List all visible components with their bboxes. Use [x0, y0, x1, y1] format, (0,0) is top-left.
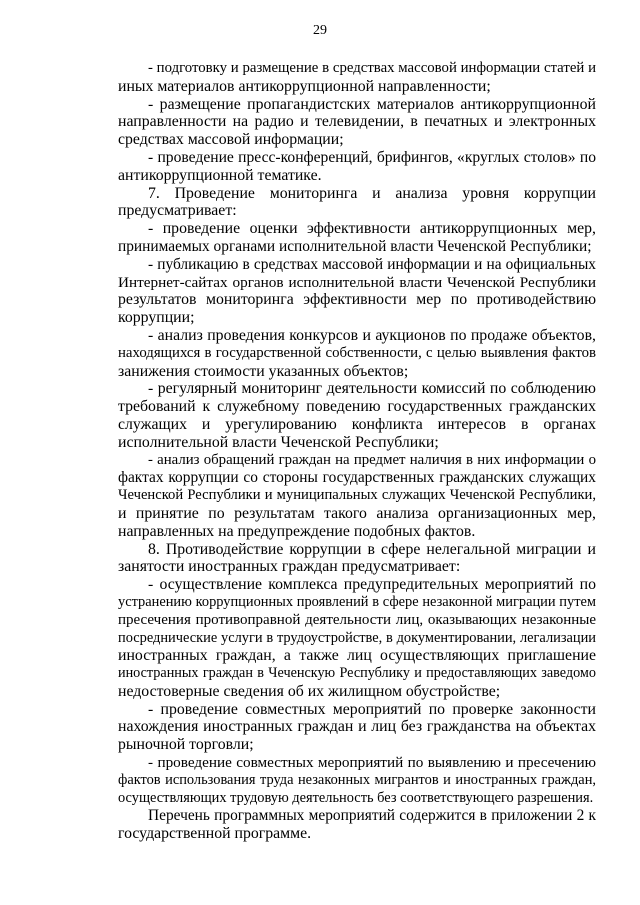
text-line: рыночной торговли; — [118, 736, 254, 754]
text-line: средствах массовой информации; — [118, 131, 344, 149]
text-line: - размещение пропагандистских материалов антикоррупционной — [148, 95, 596, 113]
text-line: исполнительной власти Чеченской Республики; — [118, 433, 439, 451]
text-line: антикоррупционной тематике. — [118, 166, 322, 184]
text-line: Перечень программных мероприятий содержится в приложении 2 к — [148, 807, 596, 825]
text-line: - регулярный мониторинг деятельности комиссий по соблюдению — [148, 380, 596, 398]
text-line: 7. Проведение мониторинга и анализа уровня коррупции — [148, 184, 596, 202]
text-line: государственной программе. — [118, 825, 312, 843]
text-line: занижения стоимости указанных объектов; — [118, 362, 409, 380]
text-line: - осуществление комплекса предупредительных мероприятий по — [148, 576, 596, 594]
text-line: фактов использования труда незаконных мигрантов и иностранных граждан, — [118, 771, 596, 788]
text-line: Чеченской Республики и муниципальных служащих Чеченской Республики, — [118, 487, 596, 504]
text-line: устранению коррупционных проявлений в сфере незаконной миграции путем — [118, 593, 596, 610]
document-body — [118, 60, 596, 843]
text-line: - проведение пресс-конференций, брифингов, «круглых столов» по — [148, 148, 596, 166]
text-line: находящихся в государственной собственности, с целью выявления фактов — [118, 344, 596, 361]
text-line: - проведение совместных мероприятий по выявлению и пресечению — [148, 754, 596, 772]
text-line: посреднические услуги в трудоустройстве, в документировании, легализации — [118, 629, 596, 646]
text-line: нахождения иностранных граждан и лиц без гражданства на объектах — [118, 718, 596, 736]
text-line: - подготовку и размещение в средствах массовой информации статей и — [148, 60, 596, 76]
text-line: предусматривает: — [118, 202, 237, 220]
text-line: недостоверные сведения об их жилищном обустройстве; — [118, 682, 501, 700]
text-line: - анализ обращений граждан на предмет наличия в них информации о — [148, 451, 596, 468]
text-line: служащих и урегулированию конфликта интересов в органах — [118, 415, 596, 433]
text-line: 8. Противодействие коррупции в сфере нелегальной миграции и — [148, 540, 596, 558]
text-line: - проведение оценки эффективности антикоррупционных мер, — [148, 220, 596, 238]
text-line: принимаемых органами исполнительной власти Чеченской Республики; — [118, 237, 592, 255]
text-line: направленных на предупреждение подобных фактов. — [118, 522, 476, 540]
text-line: Интернет-сайтах органов исполнительной власти Чеченской Республики — [118, 273, 596, 291]
text-line: фактах коррупции со стороны государственных гражданских служащих — [118, 469, 596, 487]
text-line: и принятие по результатам такого анализа организационных мер, — [118, 504, 596, 522]
text-line: иностранных граждан, а также лиц осуществляющих приглашение — [118, 647, 596, 665]
text-line: результатов мониторинга эффективности мер по противодействию — [118, 291, 596, 309]
text-line: направленности на радио и телевидении, в печатных и электронных — [118, 113, 596, 131]
text-line: осуществляющих трудовую деятельность без соответствующего разрешения. — [118, 789, 594, 806]
text-line: занятости иностранных граждан предусматривает: — [118, 558, 461, 576]
text-line: иностранных граждан в Чеченскую Республику и предоставляющих заведомо — [118, 665, 596, 682]
text-line: - проведение совместных мероприятий по проверке законности — [148, 700, 596, 718]
text-line: требований к служебному поведению государственных гражданских — [118, 398, 596, 416]
text-line: - публикацию в средствах массовой информации и на официальных — [148, 255, 596, 273]
text-line: - анализ проведения конкурсов и аукционов по продаже объектов, — [148, 326, 596, 344]
page-number: 29 — [313, 23, 327, 38]
text-line: пресечения противоправной деятельности лиц, оказывающих незаконные — [118, 611, 596, 628]
text-line: коррупции; — [118, 309, 195, 327]
text-line: иных материалов антикоррупционной направленности; — [118, 77, 491, 95]
